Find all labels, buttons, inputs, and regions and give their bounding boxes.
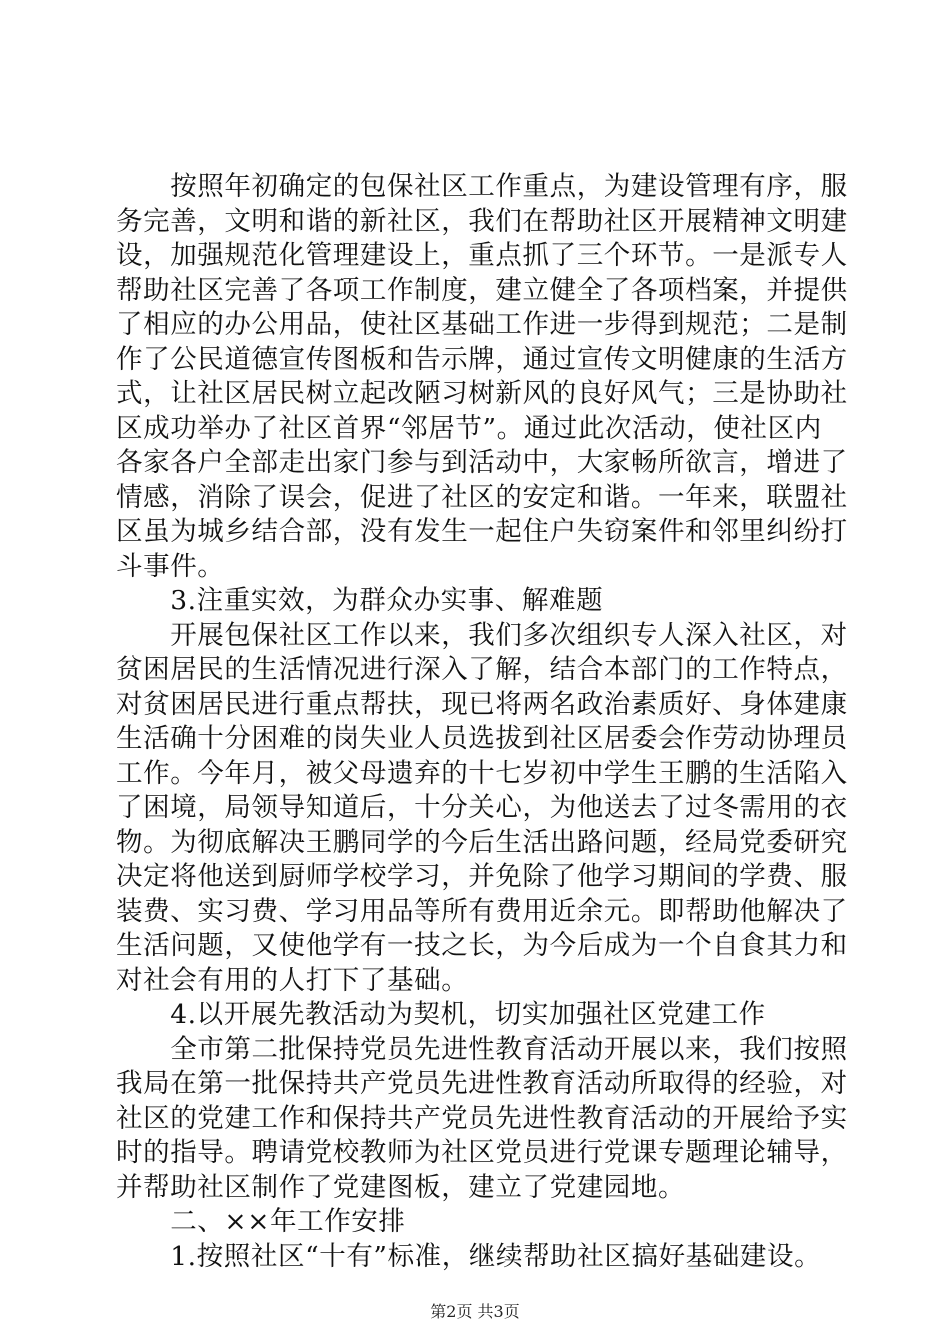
- text-line: 贫困居民的生活情况进行深入了解，结合本部门的工作特点，: [116, 654, 848, 685]
- text-line: 斗事件。: [116, 550, 225, 582]
- text-line: 工作。今年月，被父母遗弃的十七岁初中学生王鹏的生活陷入: [116, 757, 848, 789]
- text-line: 区成功举办了社区首界“邻居节”。通过此次活动，使社区内: [116, 412, 822, 444]
- text-line: 式，让社区居民树立起改陋习树新风的良好风气；三是协助社: [116, 378, 848, 409]
- page-footer: 第2页 共3页: [430, 1302, 520, 1321]
- text-line: 装费、实习费、学习用品等所有费用近余元。即帮助他解决了: [116, 895, 848, 927]
- text-line: 时的指导。聘请党校教师为社区党员进行党课专题理论辅导，: [116, 1137, 848, 1168]
- text-line: 务完善，文明和谐的新社区，我们在帮助社区开展精神文明建: [116, 205, 848, 237]
- text-line: 1.按照社区“十有”标准，继续帮助社区搞好基础建设。: [116, 1240, 822, 1272]
- section-heading: 二、××年工作安排: [116, 1206, 406, 1237]
- text-line: 开展包保社区工作以来，我们多次组织专人深入社区，对: [116, 619, 848, 651]
- text-line: 对社会有用的人打下了基础。: [116, 964, 469, 996]
- text-line: 对贫困居民进行重点帮扶，现已将两名政治素质好、身体建康: [116, 688, 848, 720]
- section-heading: 4.以开展先教活动为契机，切实加强社区党建工作: [116, 999, 766, 1030]
- text-line: 社区的党建工作和保持共产党员先进性教育活动的开展给予实: [116, 1102, 848, 1134]
- text-line: 了困境，局领导知道后，十分关心，为他送去了过冬需用的衣: [116, 792, 848, 823]
- text-line: 全市第二批保持党员先进性教育活动开展以来，我们按照: [116, 1033, 848, 1065]
- text-line: 区虽为城乡结合部，没有发生一起住户失窃案件和邻里纠纷打: [116, 516, 848, 547]
- text-line: 按照年初确定的包保社区工作重点，为建设管理有序，服: [116, 171, 848, 202]
- section-heading: 3.注重实效，为群众办实事、解难题: [116, 585, 604, 616]
- text-line: 设，加强规范化管理建设上，重点抓了三个环节。一是派专人: [116, 240, 848, 271]
- text-line: 帮助社区完善了各项工作制度，建立健全了各项档案，并提供: [116, 274, 848, 306]
- text-line: 我局在第一批保持共产党员先进性教育活动所取得的经验，对: [116, 1068, 848, 1099]
- text-line: 生活问题，又使他学有一技之长，为今后成为一个自食其力和: [116, 930, 848, 961]
- text-line: 各家各户全部走出家门参与到活动中，大家畅所欲言，增进了: [116, 447, 848, 478]
- text-line: 决定将他送到厨师学校学习，并免除了他学习期间的学费、服: [116, 861, 848, 892]
- document-body: [116, 170, 848, 1274]
- text-line: 生活确十分困难的岗失业人员选拔到社区居委会作劳动协理员: [116, 723, 848, 754]
- text-line: 作了公民道德宣传图板和告示牌，通过宣传文明健康的生活方: [116, 343, 848, 375]
- text-line: 情感，消除了误会，促进了社区的安定和谐。一年来，联盟社: [116, 481, 848, 513]
- text-line: 了相应的办公用品，使社区基础工作进一步得到规范；二是制: [116, 309, 848, 340]
- text-line: 物。为彻底解决王鹏同学的今后生活出路问题，经局党委研究: [116, 826, 848, 858]
- text-line: 并帮助社区制作了党建图板，建立了党建园地。: [116, 1171, 686, 1203]
